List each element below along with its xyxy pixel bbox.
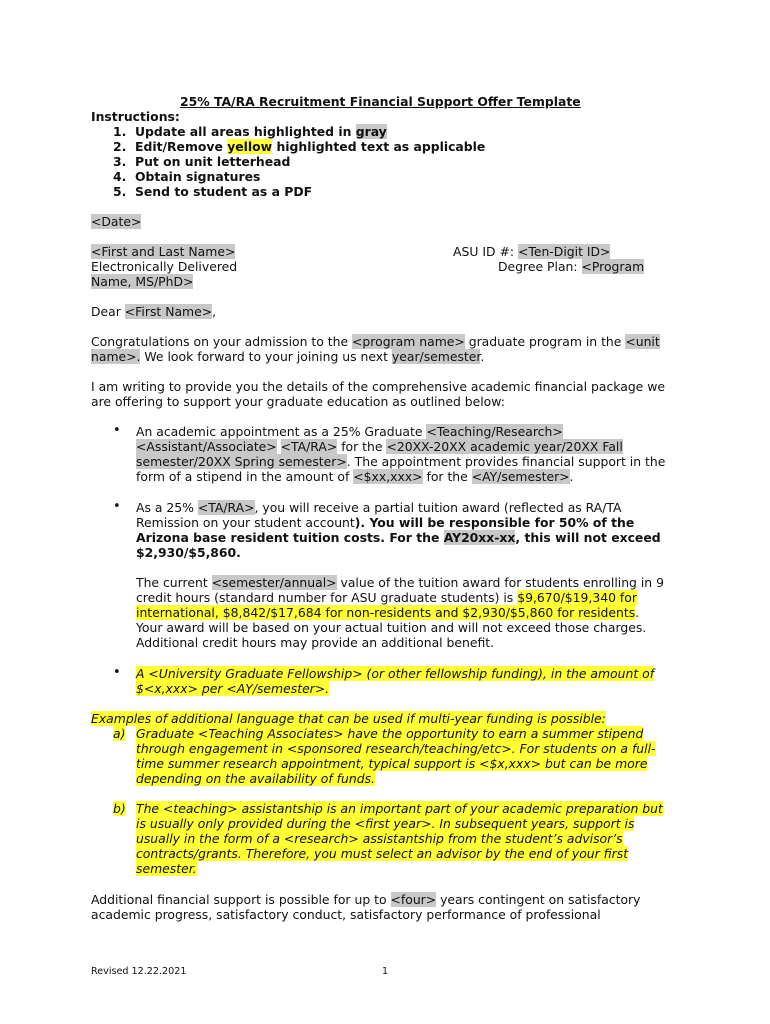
example-b-line-3: usually in the form of a <research> assistantship from the student’s advisor’s [136, 831, 623, 846]
page-number: 1 [382, 966, 389, 977]
example-a-line-3: time summer research appointment, typical support is <$x,xxx> but can be more [136, 756, 648, 771]
example-b-marker: b) [113, 801, 126, 816]
asu-id: ASU ID #: <Ten-Digit ID> [453, 244, 611, 259]
instruction-item: 4. Obtain signatures [113, 169, 261, 184]
tuition-award-line-1: As a 25% <TA/RA>, you will receive a partial tuition award (reflected as RA/TA [136, 500, 622, 515]
tuition-value-line-3: international, $8,842/$17,684 for non-residents and $2,930/$5,860 for residents. [136, 605, 640, 620]
congrats-line-2: name>. We look forward to your joining us next year/semester. [91, 349, 485, 364]
instruction-item: 3. Put on unit letterhead [113, 154, 291, 169]
example-b-line-1: The <teaching> assistantship is an important part of your academic preparation but [136, 801, 663, 816]
revision-date: Revised 12.22.2021 [91, 966, 187, 977]
tuition-award-line-4: $2,930/$5,860. [136, 545, 241, 560]
fellowship-line-1: A <University Graduate Fellowship> (or other fellowship funding), in the amount of [136, 666, 655, 681]
example-b-line-2: is usually only provided during the <first year>. In subsequent years, support is [136, 816, 635, 831]
appointment-line-1: An academic appointment as a 25% Graduate <Teaching/Research> [136, 424, 563, 439]
delivery-method: Electronically Delivered [91, 259, 238, 274]
intro-line-2: are offering to support your graduate education as outlined below: [91, 394, 505, 409]
document-title: 25% TA/RA Recruitment Financial Support Offer Template [180, 94, 581, 109]
tuition-value-line-2: credit hours (standard number for ASU graduate students) is $9,670/$19,340 for [136, 590, 637, 605]
additional-support-line-2: academic progress, satisfactory conduct, satisfactory performance of professional [91, 907, 601, 922]
example-a-line-2: through engagement in <sponsored research/teaching/etc>. For students on a full- [136, 741, 656, 756]
recipient-name: <First and Last Name> [91, 244, 236, 259]
tuition-value-line-4: Your award will be based on your actual tuition and will not exceed those charges. [136, 620, 647, 635]
greeting: Dear <First Name>, [91, 304, 217, 319]
tuition-award-line-2: Remission on your student account). You will be responsible for 50% of the [136, 515, 635, 530]
example-a-line-1: Graduate <Teaching Associates> have the opportunity to earn a summer stipend [136, 726, 644, 741]
example-a-line-4: depending on the availability of funds. [136, 771, 375, 786]
appointment-line-4: form of a stipend in the amount of <$xx,xxx> for the <AY/semester>. [136, 469, 574, 484]
additional-support-line-1: Additional financial support is possible for up to <four> years contingent on satisfactory [91, 892, 641, 907]
example-b-line-5: semester. [136, 861, 197, 876]
congrats-line-1: Congratulations on your admission to the <program name> graduate program in the <unit [91, 334, 660, 349]
tuition-value-line-1: The current <semester/annual> value of the tuition award for students enrolling in 9 [136, 575, 664, 590]
instruction-item: 2. Edit/Remove yellow highlighted text as applicable [113, 139, 486, 154]
degree-plan: Degree Plan: <Program [498, 259, 645, 274]
intro-line-1: I am writing to provide you the details of the comprehensive academic financial package we [91, 379, 666, 394]
instructions-heading: Instructions: [91, 109, 180, 124]
date-placeholder: <Date> [91, 214, 142, 229]
example-b-line-4: contracts/grants. Therefore, you must select an advisor by the end of your first [136, 846, 629, 861]
instruction-item: 5. Send to student as a PDF [113, 184, 313, 199]
examples-heading: Examples of additional language that can be used if multi-year funding is possible: [91, 711, 606, 726]
tuition-value-line-5: Additional credit hours may provide an additional benefit. [136, 635, 495, 650]
example-a-marker: a) [113, 726, 126, 741]
bullet-marker: • [113, 499, 121, 514]
fellowship-line-2: $<x,xxx> per <AY/semester>. [136, 681, 330, 696]
bullet-marker: • [113, 423, 121, 438]
tuition-award-line-3: Arizona base resident tuition costs. For the AY20xx-xx, this will not exceed [136, 530, 661, 545]
instruction-item: 1. Update all areas highlighted in gray [113, 124, 387, 139]
appointment-line-3: semester/20XX Spring semester>. The appointment provides financial support in the [136, 454, 666, 469]
appointment-line-2: <Assistant/Associate> <TA/RA> for the <20XX-20XX academic year/20XX Fall [136, 439, 623, 454]
degree-plan-value-cont: Name, MS/PhD> [91, 274, 194, 289]
bullet-marker: • [113, 665, 121, 680]
